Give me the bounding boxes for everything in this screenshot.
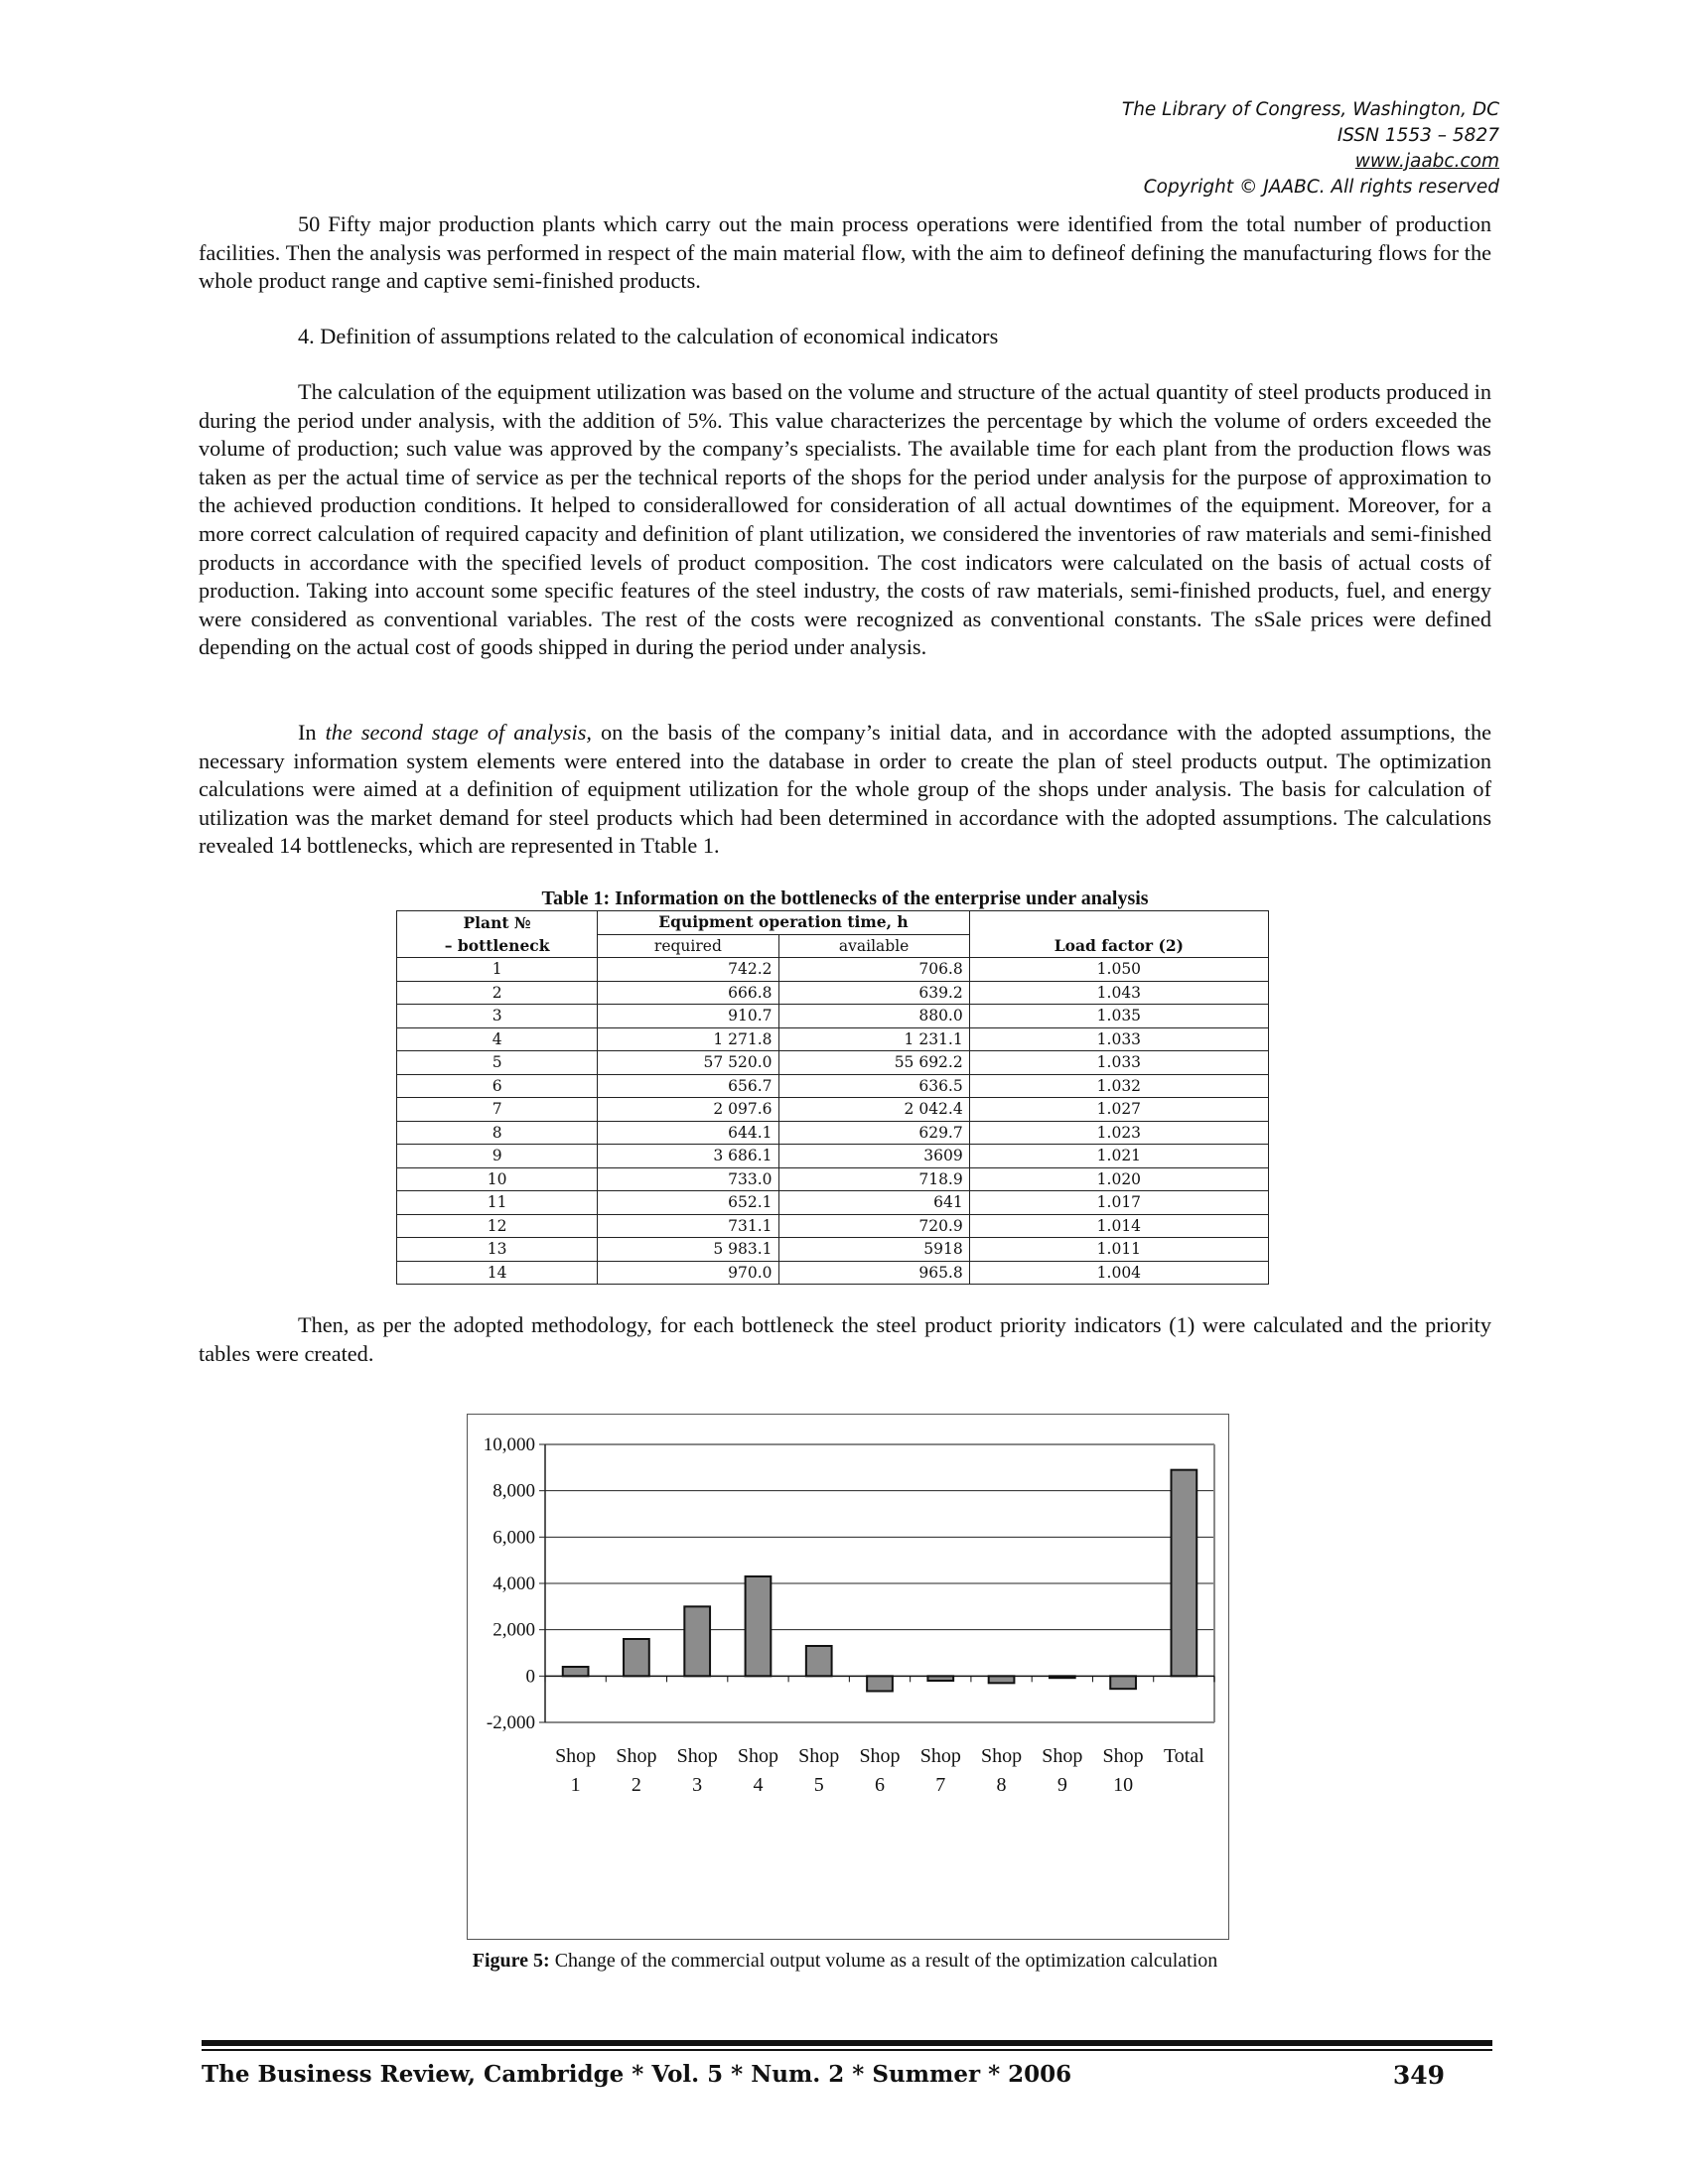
cell-required: 731.1 — [598, 1214, 778, 1238]
x-category-label: Shop — [676, 1745, 718, 1767]
cell-available: 880.0 — [778, 1005, 969, 1028]
footer-journal: The Business Review, Cambridge * Vol. 5 * Num. 2 * Summer * 2006 — [202, 2061, 1072, 2088]
cell-plant: 5 — [397, 1051, 598, 1075]
x-category-label: 9 — [1056, 1774, 1067, 1796]
cell-available: 1 231.1 — [778, 1027, 969, 1051]
table-row — [397, 1027, 1269, 1051]
x-category-label: Shop — [1042, 1745, 1083, 1767]
y-tick-label: 0 — [525, 1666, 535, 1688]
table-row — [397, 1121, 1269, 1145]
figure-label: Figure 5: — [472, 1950, 550, 1972]
header-available: available — [778, 934, 969, 958]
header-website-link[interactable]: www.jaabc.com — [1354, 151, 1499, 172]
table-row — [397, 1074, 1269, 1098]
x-category-label: 8 — [996, 1774, 1007, 1796]
cell-available: 639.2 — [778, 981, 969, 1005]
table-caption: Table 1: Information on the bottlenecks of the enterprise under analysis — [541, 887, 1149, 909]
table-row — [397, 1238, 1269, 1262]
bar-chart-svg — [468, 1415, 1228, 1939]
cell-available: 3609 — [778, 1145, 969, 1168]
cell-plant: 14 — [397, 1261, 598, 1285]
cell-load-factor: 1.014 — [969, 1214, 1268, 1238]
bar — [806, 1646, 832, 1676]
bar — [563, 1667, 589, 1676]
x-category-label: 7 — [935, 1774, 946, 1796]
cell-load-factor: 1.050 — [969, 958, 1268, 982]
table-row — [397, 958, 1269, 982]
x-category-label: Shop — [616, 1745, 657, 1767]
x-category-label: Shop — [919, 1745, 961, 1767]
cell-load-factor: 1.035 — [969, 1005, 1268, 1028]
header-operation-time: Equipment operation time, h — [598, 911, 969, 935]
cell-plant: 13 — [397, 1238, 598, 1262]
header-required: required — [598, 934, 778, 958]
x-category-label: 5 — [813, 1774, 824, 1796]
cell-load-factor: 1.023 — [969, 1121, 1268, 1145]
bar — [684, 1606, 710, 1676]
bar — [746, 1576, 772, 1676]
table-row — [397, 1214, 1269, 1238]
header-library: The Library of Congress, Washington, DC — [1121, 99, 1499, 120]
paragraph-3 — [199, 719, 1491, 861]
bottleneck-table — [396, 910, 1269, 1285]
x-category-label: 4 — [753, 1774, 764, 1796]
cell-required: 2 097.6 — [598, 1098, 778, 1122]
cell-load-factor: 1.027 — [969, 1098, 1268, 1122]
chart-bars — [563, 1470, 1196, 1692]
cell-plant: 8 — [397, 1121, 598, 1145]
table-row — [397, 1145, 1269, 1168]
cell-plant: 2 — [397, 981, 598, 1005]
x-category-label: Shop — [737, 1745, 779, 1767]
cell-plant: 6 — [397, 1074, 598, 1098]
cell-plant: 7 — [397, 1098, 598, 1122]
paragraph-2-text: The calculation of the equipment utilization was based on the volume and structure of the actual quantity of steel products produced in during the period under analysis, with the addition of 5%. This value characterizes the percentage by which the volume of orders exceeded the volume of production; such value was approved by the company’s specialists. The available time for each plant from the production flows was taken as per the actual time of service as per the technical reports of the shops for the period under analysis for the purpose of approximation to the achieved production conditions. It helped to considerallowed for consideration of all actual downtimes of the equipment. Moreover, for a more correct calculation of required capacity and definition of plant utilization, we considered the inventories of raw materials and semi-finished products in accordance with the specified levels of product composition. The cost indicators were calculated on the basis of actual costs of production. Taking into account some specific features of the steel industry, the costs of raw materials, semi-finished products, fuel, and energy were considered as conventional variables. The rest of the costs were recognized as conventional constants. The sSale prices were defined depending on the actual cost of goods shipped in during the period under analysis. — [199, 379, 1491, 660]
x-category-label: Shop — [859, 1745, 901, 1767]
cell-available: 55 692.2 — [778, 1051, 969, 1075]
cell-load-factor: 1.021 — [969, 1145, 1268, 1168]
figure-5-caption — [199, 1950, 1491, 1973]
cell-required: 5 983.1 — [598, 1238, 778, 1262]
cell-plant: 10 — [397, 1167, 598, 1191]
cell-plant: 12 — [397, 1214, 598, 1238]
cell-required: 1 271.8 — [598, 1027, 778, 1051]
x-category-label: 2 — [631, 1774, 641, 1796]
footer-rule-thick — [202, 2040, 1492, 2046]
cell-required: 910.7 — [598, 1005, 778, 1028]
x-category-label: Shop — [1102, 1745, 1144, 1767]
page-number: 349 — [1392, 2061, 1445, 2090]
y-tick-label: 8,000 — [492, 1480, 535, 1502]
table-row — [397, 1005, 1269, 1028]
cell-required: 733.0 — [598, 1167, 778, 1191]
table-row — [397, 1167, 1269, 1191]
paragraph-3-emphasis: the second stage of analysis, — [325, 720, 592, 745]
cell-load-factor: 1.032 — [969, 1074, 1268, 1098]
y-tick-label: 2,000 — [492, 1619, 535, 1641]
x-category-label: 6 — [875, 1774, 885, 1796]
cell-available: 629.7 — [778, 1121, 969, 1145]
table-row — [397, 1098, 1269, 1122]
cell-load-factor: 1.004 — [969, 1261, 1268, 1285]
x-category-label: 3 — [692, 1774, 703, 1796]
cell-available: 641 — [778, 1191, 969, 1215]
paragraph-2 — [199, 378, 1491, 662]
section-heading-4: 4. Definition of assumptions related to the calculation of economical indicators — [298, 324, 999, 348]
cell-plant: 1 — [397, 958, 598, 982]
cell-required: 3 686.1 — [598, 1145, 778, 1168]
cell-available: 718.9 — [778, 1167, 969, 1191]
figure-5-chart — [467, 1414, 1229, 1940]
paragraph-3-text — [199, 719, 1491, 861]
cell-required: 644.1 — [598, 1121, 778, 1145]
page-header — [904, 97, 1499, 201]
cell-available: 636.5 — [778, 1074, 969, 1098]
cell-available: 706.8 — [778, 958, 969, 982]
cell-available: 5918 — [778, 1238, 969, 1262]
table-row — [397, 1191, 1269, 1215]
y-tick-label: 4,000 — [492, 1573, 535, 1594]
cell-load-factor: 1.017 — [969, 1191, 1268, 1215]
paragraph-4-text: Then, as per the adopted methodology, for each bottleneck the steel product priority indicators (1) were calculated and the priority tables were created. — [199, 1312, 1491, 1366]
footer-rule-thin — [202, 2049, 1492, 2051]
cell-available: 965.8 — [778, 1261, 969, 1285]
cell-required: 57 520.0 — [598, 1051, 778, 1075]
cell-required: 666.8 — [598, 981, 778, 1005]
cell-load-factor: 1.011 — [969, 1238, 1268, 1262]
x-category-label: Shop — [555, 1745, 597, 1767]
header-plant-line1: Plant № — [397, 911, 598, 935]
paragraph-1-text: 50 Fifty major production plants which carry out the main process operations were identified from the total number of production facilities. Then the analysis was performed in respect of the main material flow, with the aim to defineof defining the manufacturing flows for the whole product range and captive semi-finished products. — [199, 211, 1491, 294]
paragraph-1 — [199, 210, 1491, 296]
bar — [867, 1676, 893, 1691]
header-copyright: Copyright © JAABC. All rights reserved — [1143, 177, 1499, 198]
bar — [624, 1639, 649, 1676]
cell-load-factor: 1.020 — [969, 1167, 1268, 1191]
x-category-label: Shop — [798, 1745, 840, 1767]
header-load-blank — [969, 911, 1268, 935]
y-tick-label: 10,000 — [483, 1434, 535, 1455]
table-body — [397, 958, 1269, 1285]
x-category-label: Total — [1163, 1745, 1204, 1767]
paragraph-4 — [199, 1311, 1491, 1368]
cell-load-factor: 1.033 — [969, 1027, 1268, 1051]
cell-available: 2 042.4 — [778, 1098, 969, 1122]
cell-plant: 9 — [397, 1145, 598, 1168]
bar — [1171, 1470, 1196, 1677]
bar — [1110, 1676, 1136, 1689]
table-row — [397, 981, 1269, 1005]
x-category-label: Shop — [980, 1745, 1023, 1767]
header-plant-line2: – bottleneck — [397, 934, 598, 958]
header-issn: ISSN 1553 – 5827 — [1336, 125, 1499, 146]
figure-caption-text: Change of the commercial output volume as a result of the optimization calculation — [549, 1950, 1218, 1972]
cell-plant: 4 — [397, 1027, 598, 1051]
cell-available: 720.9 — [778, 1214, 969, 1238]
cell-required: 970.0 — [598, 1261, 778, 1285]
paragraph-3-lead: In — [298, 720, 326, 745]
cell-required: 652.1 — [598, 1191, 778, 1215]
table-row — [397, 1261, 1269, 1285]
paragraph-3-rest: on the basis of the company’s initial data, and in accordance with the adopted assumptions, the necessary information system elements were entered into the database in order to create the plan of steel products output. The optimization calculations were aimed at a definition of equipment utilization for the whole group of the shops under analysis. The basis for calculation of utilization was the market demand for steel products which had been determined in accordance with the adopted assumptions. The calculations revealed 14 bottlenecks, which are represented in Ttable 1. — [199, 720, 1491, 859]
x-category-label: 10 — [1113, 1774, 1134, 1796]
y-tick-label: 6,000 — [492, 1527, 535, 1549]
bar — [989, 1676, 1015, 1683]
chart-labels — [484, 1434, 1204, 1796]
x-category-label: 1 — [570, 1774, 581, 1796]
cell-load-factor: 1.033 — [969, 1051, 1268, 1075]
cell-load-factor: 1.043 — [969, 981, 1268, 1005]
cell-required: 742.2 — [598, 958, 778, 982]
cell-plant: 11 — [397, 1191, 598, 1215]
table-row — [397, 1051, 1269, 1075]
cell-required: 656.7 — [598, 1074, 778, 1098]
y-tick-label: -2,000 — [486, 1712, 535, 1733]
header-load-factor: Load factor (2) — [969, 934, 1268, 958]
cell-plant: 3 — [397, 1005, 598, 1028]
